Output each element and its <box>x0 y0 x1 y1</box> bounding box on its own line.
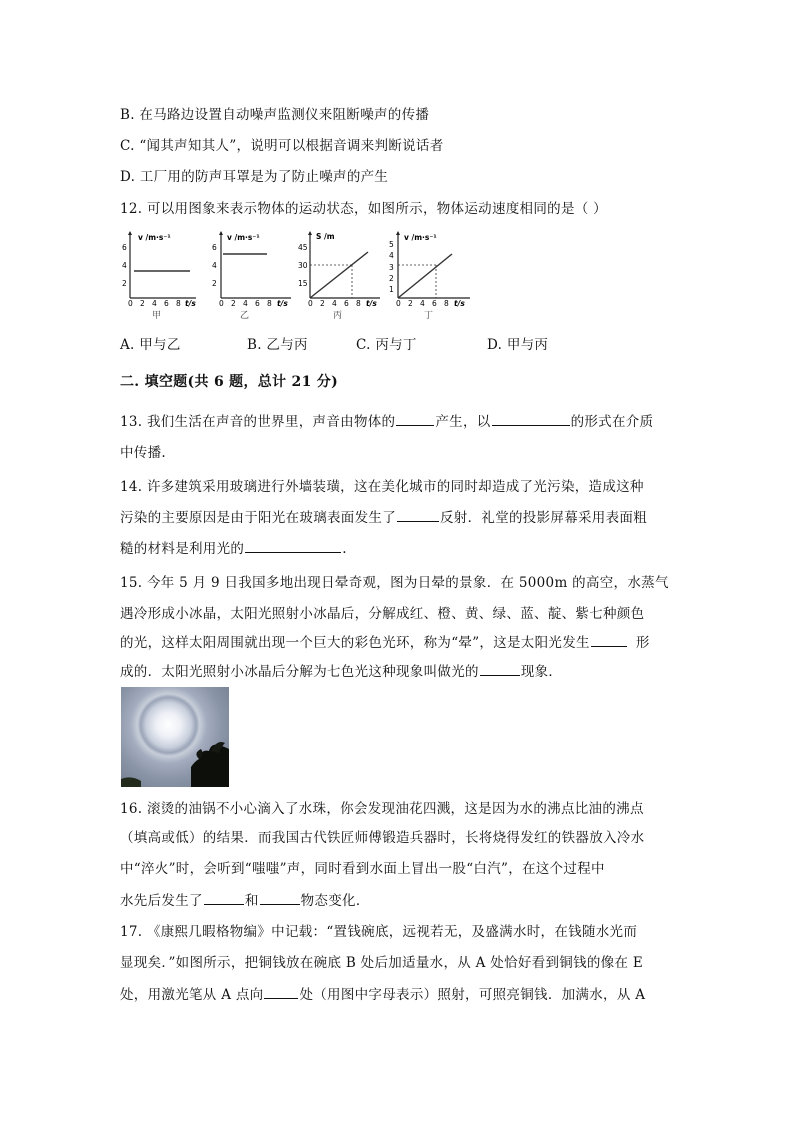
svg-text:5: 5 <box>389 240 394 249</box>
svg-text:6: 6 <box>122 243 127 252</box>
svg-text:4: 4 <box>152 299 157 308</box>
q11-option-c: C. “闻其声知其人”，说明可以根据音调来判断说话者 <box>120 138 444 154</box>
graph-bing <box>296 226 386 310</box>
svg-text:t/s: t/s <box>454 299 465 308</box>
svg-text:8: 8 <box>267 299 272 308</box>
answer-blank[interactable] <box>396 413 434 426</box>
q11-option-b: B. 在马路边设置自动噪声监测仪来阻断噪声的传播 <box>120 107 430 123</box>
q17-line3: 处，用激光笔从 A 点向 处（用图中字母表示）照射，可照亮铜钱．加满水，从 A <box>120 987 646 1003</box>
svg-text:4: 4 <box>122 261 127 270</box>
graph-yi-caption: 乙 <box>240 311 250 321</box>
q12-option-a: A. 甲与乙 <box>120 337 181 353</box>
q13-line2: 中传播. <box>120 445 166 461</box>
q12-option-c: C. 丙与丁 <box>356 337 417 353</box>
section-heading: 二. 填空题(共 6 题，总计 21 分) <box>120 374 339 390</box>
q16-line4: 水先后发生了 和 物态变化． <box>120 893 370 909</box>
svg-text:v /m·s⁻¹: v /m·s⁻¹ <box>404 233 437 242</box>
answer-blank[interactable] <box>260 892 300 905</box>
svg-text:2: 2 <box>212 279 217 288</box>
q11-option-d: D. 工厂用的防声耳罩是为了防止噪声的产生 <box>120 169 389 185</box>
answer-blank[interactable] <box>204 892 244 905</box>
q16-line1: 16. 滚烫的油锅不小心滴入了水珠，你会发现油花四溅，这是因为水的沸点比油的沸点 <box>120 801 644 817</box>
graph-ding-line <box>398 254 452 298</box>
answer-blank[interactable] <box>397 509 439 522</box>
graph-yi <box>207 226 297 310</box>
svg-text:0: 0 <box>128 299 133 308</box>
svg-text:6: 6 <box>212 243 217 252</box>
q12-option-d: D. 甲与丙 <box>487 337 549 353</box>
svg-text:2: 2 <box>389 274 394 283</box>
svg-text:t/s: t/s <box>277 299 288 308</box>
svg-text:2: 2 <box>140 299 145 308</box>
svg-text:2: 2 <box>122 279 127 288</box>
graph-bing-line <box>310 252 368 298</box>
q14-line2: 污染的主要原因是由于阳光在玻璃表面发生了 反射．礼堂的投影屏幕采用表面粗 <box>120 510 647 526</box>
svg-text:15: 15 <box>298 279 308 288</box>
svg-text:30: 30 <box>298 261 308 270</box>
svg-text:6: 6 <box>164 299 169 308</box>
q14-line3: 糙的材料是利用光的 . <box>120 541 347 557</box>
svg-text:2: 2 <box>231 299 236 308</box>
svg-text:1: 1 <box>389 285 394 294</box>
answer-blank[interactable] <box>492 413 570 426</box>
q15-line1: 15. 今年 5 月 9 日我国多地出现日晕奇观，图为日晕的景象．在 5000m 的高空，水蒸气 <box>120 575 669 591</box>
q15-line2: 遇冷形成小冰晶，太阳光照射小冰晶后，分解成红、橙、黄、绿、蓝、靛、紫七种颜色 <box>120 606 645 622</box>
q12-option-b: B. 乙与丙 <box>247 337 308 353</box>
svg-text:8: 8 <box>176 299 181 308</box>
svg-text:0: 0 <box>308 299 313 308</box>
graph-jia <box>118 226 198 310</box>
svg-text:0: 0 <box>396 299 401 308</box>
graph-jia-ylabel: v /m·s⁻¹ <box>138 233 171 242</box>
svg-text:6: 6 <box>344 299 349 308</box>
svg-text:8: 8 <box>356 299 361 308</box>
sun-halo-photo <box>121 687 229 787</box>
answer-blank[interactable] <box>264 986 298 999</box>
graph-ding-caption: 丁 <box>424 311 434 321</box>
svg-text:3: 3 <box>389 263 394 272</box>
svg-text:2: 2 <box>320 299 325 308</box>
svg-text:2: 2 <box>408 299 413 308</box>
graph-bing-caption: 丙 <box>333 311 343 321</box>
q12-stem: 12. 可以用图象来表示物体的运动状态，如图所示，物体运动速度相同的是（ ） <box>120 201 607 217</box>
svg-text:0: 0 <box>219 299 224 308</box>
svg-text:4: 4 <box>420 299 425 308</box>
q16-line2: （填高或低）的结果．而我国古代铁匠师傅锻造兵器时，长将烧得发红的铁器放入冷水 <box>120 830 645 846</box>
svg-text:4: 4 <box>212 261 217 270</box>
q16-line3: 中“淬火”时，会听到“嗤嗤”声，同时看到水面上冒出一股“白汽”，在这个过程中 <box>120 861 605 877</box>
svg-text:4: 4 <box>332 299 337 308</box>
q15-line4: 成的．太阳光照射小冰晶后分解为七色光这种现象叫做光的 现象． <box>120 664 563 680</box>
svg-text:6: 6 <box>255 299 260 308</box>
svg-text:v /m·s⁻¹: v /m·s⁻¹ <box>227 233 260 242</box>
graph-jia-caption: 甲 <box>152 311 162 321</box>
q13-line1: 13. 我们生活在声音的世界里，声音由物体的 产生，以 的形式在介质 <box>120 414 654 430</box>
svg-text:8: 8 <box>444 299 449 308</box>
q14-line1: 14. 许多建筑采用玻璃进行外墙装璜，这在美化城市的同时却造成了光污染，造成这种 <box>120 479 644 495</box>
svg-text:6: 6 <box>432 299 437 308</box>
svg-text:4: 4 <box>389 251 394 260</box>
svg-text:45: 45 <box>298 243 308 252</box>
q17-line2: 显现矣．”如图所示，把铜钱放在碗底 B 处后加适量水，从 A 处恰好看到铜钱的像在 E <box>120 955 644 971</box>
answer-blank[interactable] <box>591 634 627 647</box>
svg-text:S /m: S /m <box>316 232 335 241</box>
answer-blank[interactable] <box>480 663 520 676</box>
answer-blank[interactable] <box>245 540 341 553</box>
q17-line1: 17. 《康熙几暇格物编》中记载：“置钱碗底，远视若无，及盛满水时，在钱随水光而 <box>120 924 638 940</box>
graph-ding <box>386 226 478 310</box>
svg-text:4: 4 <box>243 299 248 308</box>
svg-text:t/s: t/s <box>366 299 377 308</box>
svg-text:t/s: t/s <box>185 299 196 308</box>
q15-line3: 的光，这样太阳周围就出现一个巨大的彩色光环，称为“晕”，这是太阳光发生 形 <box>120 635 650 651</box>
